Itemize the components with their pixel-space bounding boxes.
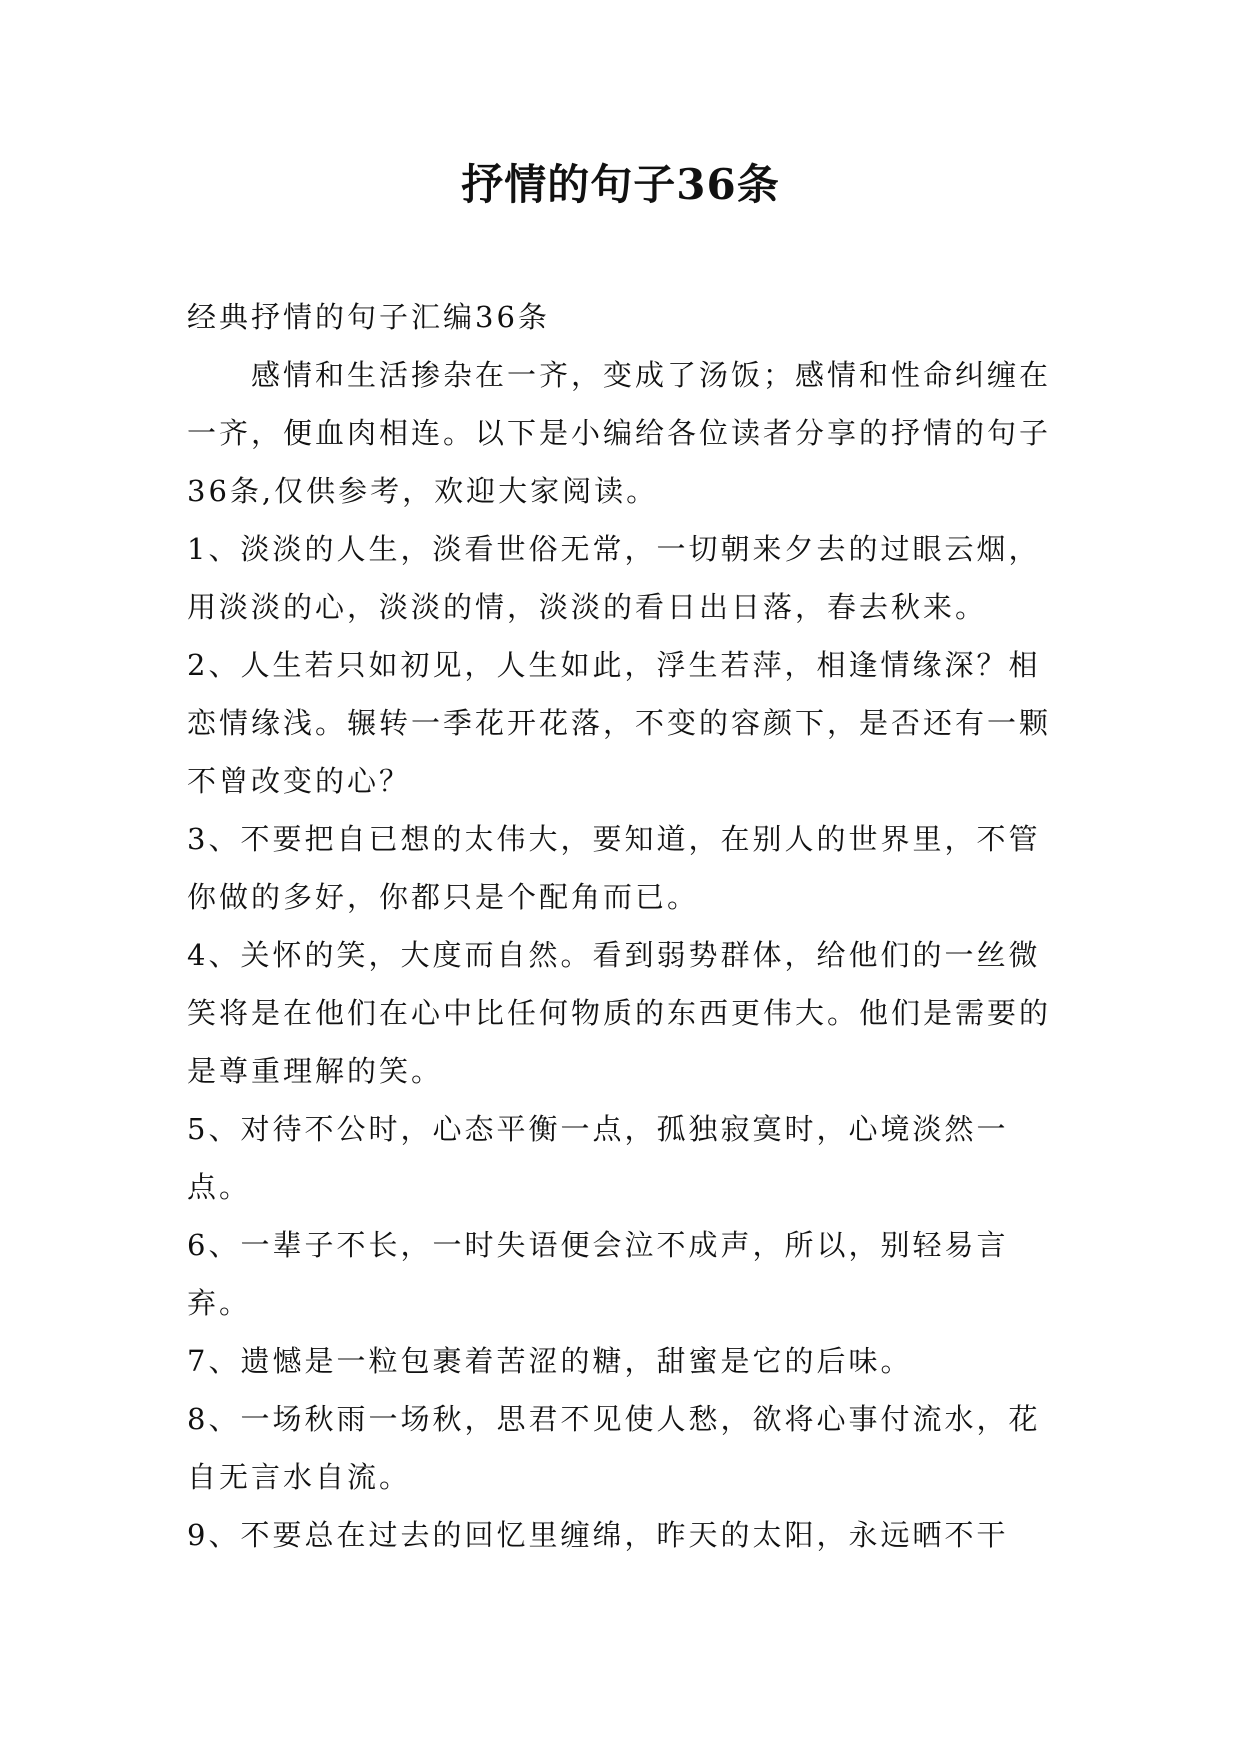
list-item: 1、淡淡的人生，淡看世俗无常，一切朝来夕去的过眼云烟，用淡淡的心，淡淡的情，淡淡的看日出日落，春去秋来。 xyxy=(187,532,1041,624)
list-item: 9、不要总在过去的回忆里缠绵，昨天的太阳，永远晒不干 xyxy=(187,1518,1009,1552)
list-item: 4、关怀的笑，大度而自然。看到弱势群体，给他们的一丝微笑将是在他们在心中比任何物质的东西更伟大。他们是需要的是尊重理解的笑。 xyxy=(187,938,1052,1088)
list-item: 8、一场秋雨一场秋，思君不见使人愁，欲将心事付流水，花自无言水自流。 xyxy=(187,1402,1041,1494)
document-title: 抒情的句子36条 xyxy=(461,160,780,209)
document-body xyxy=(187,288,1067,1564)
list-item: 2、人生若只如初见，人生如此，浮生若萍，相逢情缘深？相恋情缘浅。辗转一季花开花落，不变的容颜下，是否还有一颗不曾改变的心？ xyxy=(187,648,1052,798)
list-item: 5、对待不公时，心态平衡一点，孤独寂寞时，心境淡然一点。 xyxy=(187,1112,1009,1204)
intro-paragraph: 感情和生活掺杂在一齐，变成了汤饭；感情和性命纠缠在一齐，便血肉相连。以下是小编给各位读者分享的抒情的句子36条,仅供参考，欢迎大家阅读。 xyxy=(187,358,1052,508)
document-subtitle: 经典抒情的句子汇编36条 xyxy=(187,300,550,334)
list-item: 6、一辈子不长，一时失语便会泣不成声，所以，别轻易言弃。 xyxy=(187,1228,1009,1320)
list-item: 3、不要把自已想的太伟大，要知道，在别人的世界里，不管你做的多好，你都只是个配角而已。 xyxy=(187,822,1041,914)
list-item: 7、遗憾是一粒包裹着苦涩的糖，甜蜜是它的后味。 xyxy=(187,1344,913,1378)
